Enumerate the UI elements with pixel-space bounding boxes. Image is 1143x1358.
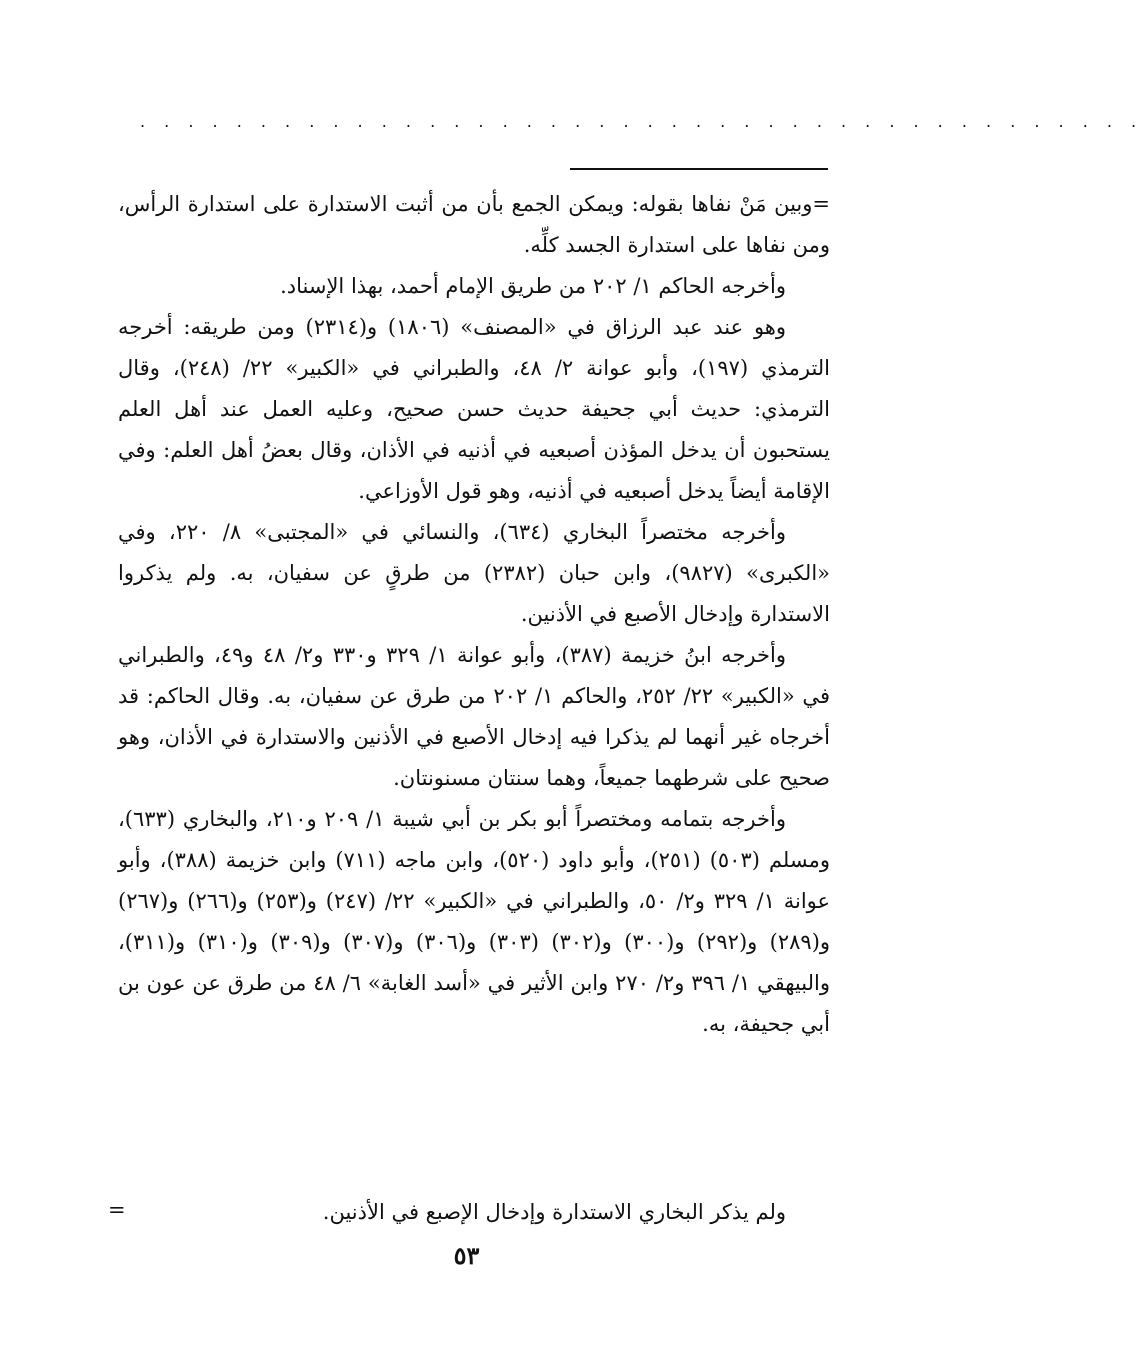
footnote-rule bbox=[570, 168, 828, 170]
footnote-paragraph-1: =وبين مَنْ نفاها بقوله: ويمكن الجمع بأن من أثبت الاستدارة على استدارة الرأس، ومن نفاها على استدارة الجسد كلِّه. bbox=[118, 192, 830, 257]
footnote-paragraph-6: وأخرجه بتمامه ومختصراً أبو بكر بن أبي شيبة ١/ ٢٠٩ و٢١٠، والبخاري (٦٣٣)، ومسلم (٥٠٣) (٢٥١)، وأبو داود (٥٢٠)، وابن ماجه (٧١١) وابن خزيمة (٣٨٨)، وأبو عوانة ١/ ٣٢٩ و٢/ ٥٠، والطبراني في «الكبير» ٢٢/ (٢٤٧) و(٢٥٣) و(٢٦٦) و(٢٦٧) و(٢٨٩) و(٢٩٢) و(٣٠٠) و(٣٠٢) (٣٠٣) و(٣٠٦) و(٣٠٧) و(٣٠٩) و(٣١٠) و(٣١١)، والبيهقي ١/ ٣٩٦ و٢/ ٢٧٠ وابن الأثير في «أسد الغابة» ٦/ ٤٨ من طرق عن عون بن أبي جحيفة، به. bbox=[118, 807, 831, 1036]
footnote-block bbox=[118, 184, 830, 1045]
footnote-paragraph-4: وأخرجه مختصراً البخاري (٦٣٤)، والنسائي في «المجتبى» ٨/ ٢٢٠، وفي «الكبرى» (٩٨٢٧)، وابن حبان (٢٣٨٢) من طرقٍ عن سفيان، به. ولم يذكروا الاستدارة وإدخال الأصبع في الأذنين. bbox=[118, 520, 831, 626]
footnote-paragraph-3: وهو عند عبد الرزاق في «المصنف» (١٨٠٦) و(٢٣١٤) ومن طريقه: أخرجه الترمذي (١٩٧)، وأبو عوانة ٢/ ٤٨، والطبراني في «الكبير» ٢٢/ (٢٤٨)، وقال الترمذي: حديث أبي جحيفة حديث حسن صحيح، وعليه العمل عند أهل العلم يستحبون أن يدخل المؤذن أصبعيه في أذنيه في الأذان، وقال بعضُ أهل العلم: وفي الإقامة أيضاً يدخل أصبعيه في أذنيه، وهو قول الأوزاعي. bbox=[118, 315, 831, 503]
page-number: ٥٣ bbox=[453, 1241, 480, 1270]
footnote-last-line: ولم يذكر البخاري الاستدارة وإدخال الإصبع في الأذنين. bbox=[322, 1200, 786, 1224]
continuation-mark: = bbox=[108, 1198, 126, 1222]
dotted-separator: . . . . . . . . . . . . . . . . . . . . . . . . . . . . . . . . . . . . . . . . . . bbox=[140, 112, 1143, 131]
footnote-paragraph-5: وأخرجه ابنُ خزيمة (٣٨٧)، وأبو عوانة ١/ ٣٢٩ و٣٣٠ و٢/ ٤٨ و٤٩، والطبراني في «الكبير» ٢٢/ ٢٥٢، والحاكم ١/ ٢٠٢ من طرق عن سفيان، به. وقال الحاكم: قد أخرجاه غير أنهما لم يذكرا فيه إدخال الأصبع في الأذنين والاستدارة في الأذان، وهو صحيح على شرطهما جميعاً، وهما سنتان مسنونتان. bbox=[118, 643, 830, 790]
footnote-paragraph-2: وأخرجه الحاكم ١/ ٢٠٢ من طريق الإمام أحمد، بهذا الإسناد. bbox=[280, 274, 786, 298]
